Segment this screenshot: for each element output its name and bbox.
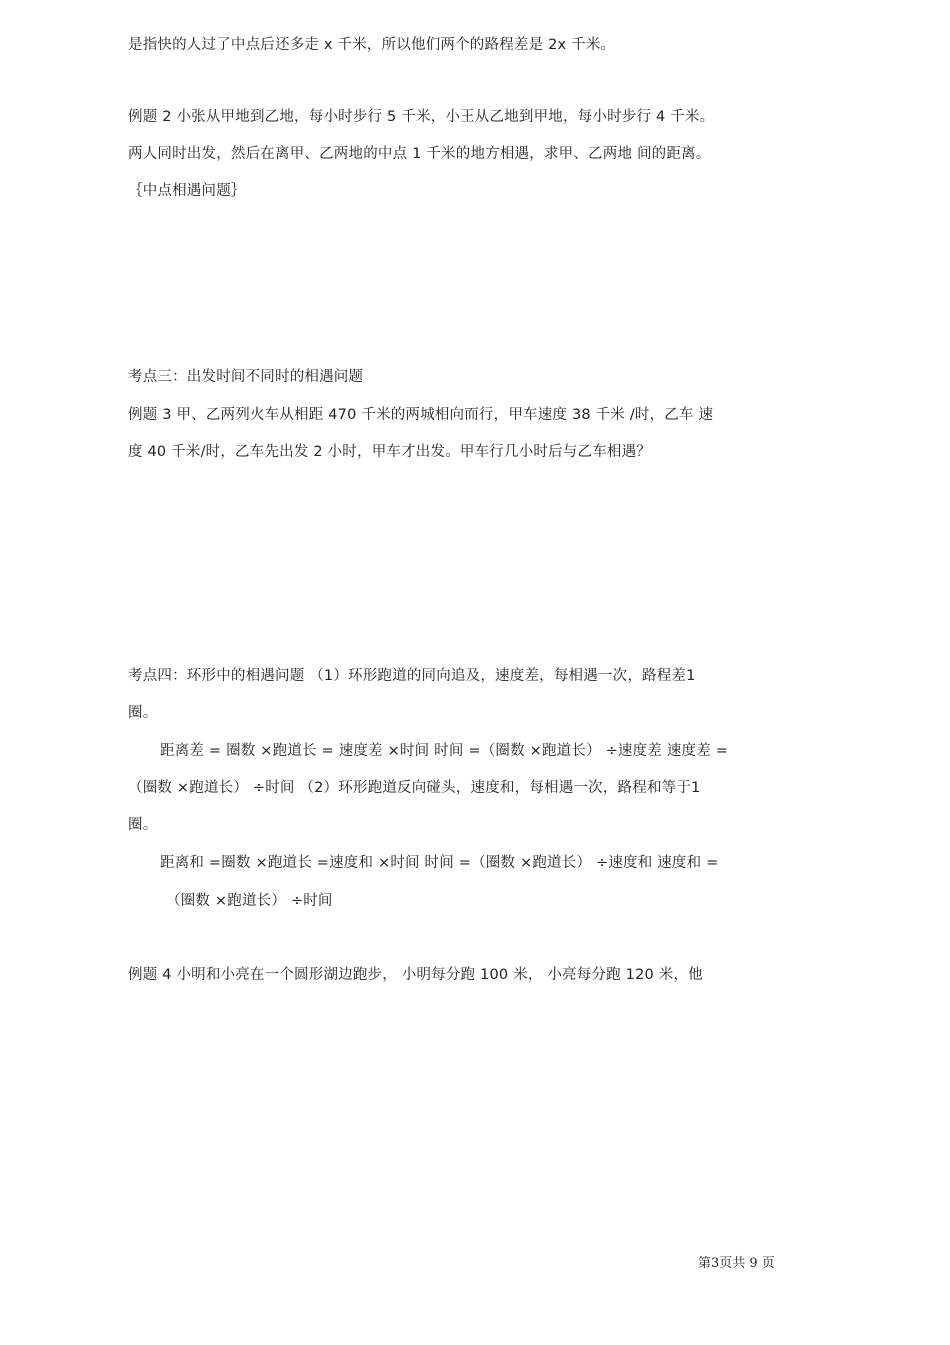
- text-line-12: 圈。: [128, 817, 158, 833]
- section-heading-4: 考点四：环形中的相遇问题 （1）环形跑道的同向追及，速度差，每相遇一次，路程差1: [128, 668, 696, 684]
- text-line-10: 距离差 = 圈数 ×跑道长 = 速度差 ×时间 时间 =（圈数 ×跑道长） ÷速度差 速度差 =: [160, 743, 729, 759]
- text-line-4: ｛中点相遇问题｝: [128, 183, 246, 199]
- text-line-14: （圈数 ×跑道长） ÷时间: [166, 893, 333, 909]
- text-line-13: 距离和 =圈数 ×跑道长 =速度和 ×时间 时间 =（圈数 ×跑道长） ÷速度和 速度和 =: [160, 855, 719, 871]
- text-line-9: 圈。: [128, 705, 158, 721]
- text-line-3: 两人同时出发，然后在离甲、乙两地的中点 1 千米的地方相遇，求甲、乙两地 间的距离。: [128, 146, 711, 162]
- text-line-2: 例题 2 小张从甲地到乙地，每小时步行 5 千米，小王从乙地到甲地，每小时步行 4 千米。: [128, 109, 715, 125]
- text-line-11: （圈数 ×跑道长） ÷时间 （2）环形跑道反向碰头，速度和，每相遇一次，路程和等于1: [128, 780, 701, 796]
- text-line-6: 例题 3 甲、乙两列火车从相距 470 千米的两城相向而行，甲车速度 38 千米 /时，乙车 速: [128, 407, 714, 423]
- text-line-7: 度 40 千米/时，乙车先出发 2 小时，甲车才出发。甲车行几小时后与乙车相遇？: [128, 444, 651, 460]
- section-heading-3: 考点三：出发时间不同时的相遇问题: [128, 369, 364, 385]
- text-line-15: 例题 4 小明和小亮在一个圆形湖边跑步， 小明每分跑 100 米， 小亮每分跑 120 米，他: [128, 967, 703, 983]
- page-number: 第3页共 9 页: [698, 1256, 775, 1271]
- text-line-1: 是指快的人过了中点后还多走 x 千米，所以他们两个的路程差是 2x 千米。: [128, 37, 616, 53]
